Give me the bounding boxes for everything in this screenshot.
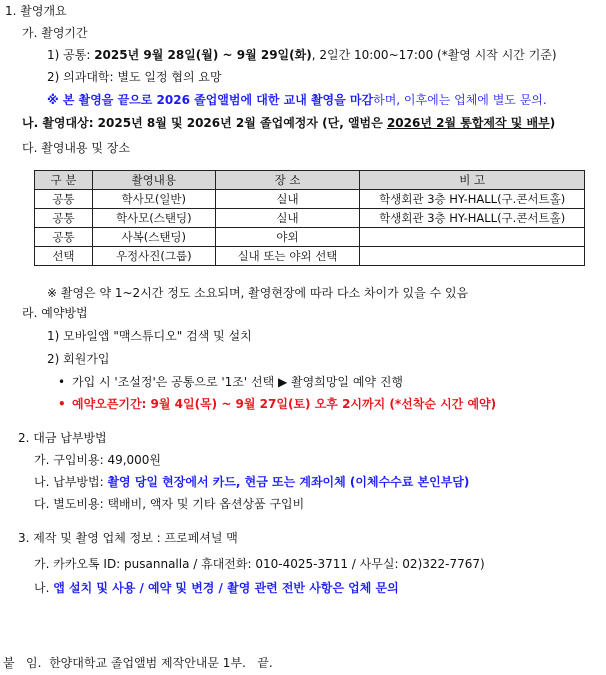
payment-line [34,474,469,490]
reservation-step-2: 2) 회원가입 [47,352,110,366]
table-cell: 학생회관 3층 HY-HALL(구.콘서트홀) [360,190,585,209]
table-cell: 선택 [35,247,93,266]
contact-line: 가. 카카오톡 ID: pusannalla / 휴대전화: 010-4025-3711 / 사무실: 02)322-7767) [34,557,485,571]
schedule-note [47,92,547,108]
table-cell: 공통 [35,190,93,209]
bullet-dot: • [58,397,66,411]
schedule-common-rest: , 2일간 10:00~17:00 (*촬영 시작 시간 기준) [311,48,557,62]
table-row [35,190,585,209]
section-2-title: 2. 대금 납부방법 [18,431,107,445]
table-cell: 실내 [215,209,360,228]
table-header: 장 소 [215,171,360,190]
price-line: 가. 구입비용: 49,000원 [34,453,162,467]
table-cell: 우정사진(그룹) [92,247,215,266]
section-1-title: 1. 촬영개요 [5,4,67,18]
extra-cost-line: 다. 별도비용: 택배비, 액자 및 기타 옵션상품 구입비 [34,497,305,511]
reservation-bullet-1-text: 가입 시 '조설정'은 공통으로 '1조' 선택 ▶ 촬영희망일 예약 진행 [72,375,404,389]
section-1-ga-title: 가. 촬영기간 [22,26,88,40]
schedule-common-dates: 2025년 9월 28일(월) ~ 9월 29일(화) [94,48,312,62]
table-header: 구 분 [35,171,93,190]
inquiry-text: 앱 설치 및 사용 / 예약 및 변경 / 촬영 관련 전반 사항은 업체 문의 [53,581,399,595]
table-header: 비 고 [360,171,585,190]
inquiry-line [34,580,399,596]
table-header-row [35,171,585,190]
inquiry-prefix: 나. [34,581,54,595]
bullet-dot: • [58,375,66,389]
schedule-medical: 2) 의과대학: 별도 일정 협의 요망 [47,70,222,84]
schedule-common [47,47,557,63]
table-cell: 학사모(스탠딩) [92,209,215,228]
reservation-bullet-2 [58,396,496,412]
table-cell: 사복(스탠딩) [92,228,215,247]
payment-method: 촬영 당일 현장에서 카드, 현금 또는 계좌이체 (이체수수료 본인부담) [107,475,470,489]
table-cell: 공통 [35,228,93,247]
schedule-table [34,170,585,266]
reservation-bullet-1 [58,374,403,390]
table-row [35,209,585,228]
target-line [22,115,555,131]
schedule-note-rest: 하며, 이후에는 업체에 별도 문의. [373,93,547,107]
target-underline: 2026년 2월 통합제작 및 배부 [386,116,550,130]
payment-prefix: 나. 납부방법: [34,475,108,489]
section-1-ra-title: 라. 예약방법 [22,306,88,320]
target-prefix: 나. 촬영대상: 2025년 8월 및 2026년 2월 졸업예정자 (단, 앨범은 [22,116,387,130]
table-cell [360,247,585,266]
reservation-step-1: 1) 모바일앱 "맥스튜디오" 검색 및 설치 [47,329,252,343]
table-row [35,247,585,266]
table-row [35,228,585,247]
table-note: ※ 촬영은 약 1~2시간 정도 소요되며, 촬영현장에 따라 다소 차이가 있을 수 있음 [47,286,469,300]
schedule-common-prefix: 1) 공통: [47,48,95,62]
reservation-bullet-2-text: 예약오픈기간: 9월 4일(목) ~ 9월 27일(토) 오후 2시까지 (*선착순 시간 예약) [72,397,497,411]
table-cell: 실내 [215,190,360,209]
schedule-note-bold: ※ 본 촬영을 끝으로 2026 졸업앨범에 대한 교내 촬영을 마감 [47,93,374,107]
section-1-da-title: 다. 촬영내용 및 장소 [22,141,130,155]
table-cell: 학생회관 3층 HY-HALL(구.콘서트홀) [360,209,585,228]
footer-attachment: 붙 임. 한양대학교 졸업앨범 제작안내문 1부. 끝. [3,656,273,670]
table-cell: 공통 [35,209,93,228]
table-cell: 학사모(일반) [92,190,215,209]
table-cell: 실내 또는 야외 선택 [215,247,360,266]
section-3-title: 3. 제작 및 촬영 업체 정보 : 프로페셔널 맥 [18,531,238,545]
table-header: 촬영내용 [92,171,215,190]
target-suffix: ) [549,116,556,130]
table-cell [360,228,585,247]
table-cell: 야외 [215,228,360,247]
